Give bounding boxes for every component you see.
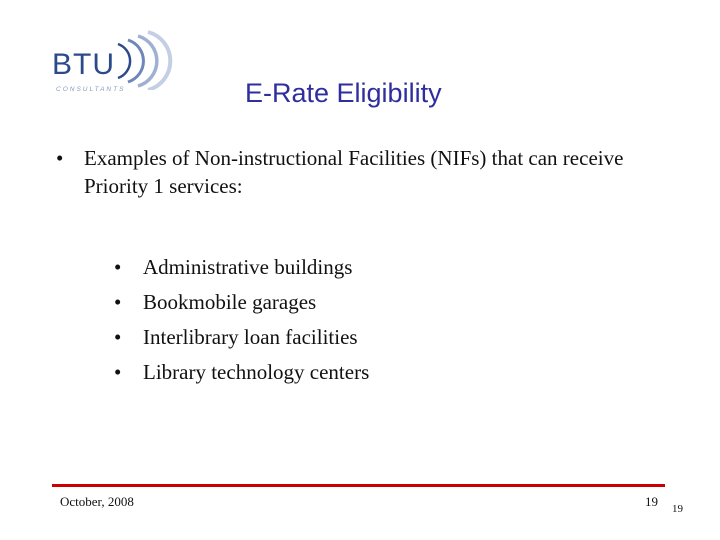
bullet-marker: • [114, 255, 122, 279]
footer-date: October, 2008 [60, 494, 134, 509]
main-bullet-text: Examples of Non-instructional Facilities (NIFs) that can receive Priority 1 services: [84, 146, 624, 198]
footer-divider [52, 484, 665, 487]
bullet-marker: • [114, 360, 122, 384]
bullet-marker: • [114, 290, 122, 314]
list-item [114, 285, 369, 320]
list-item-text: Library technology centers [143, 360, 370, 384]
list-item-text: Interlibrary loan facilities [143, 325, 358, 349]
sound-waves-icon [114, 30, 174, 90]
list-item-text: Administrative buildings [143, 255, 353, 279]
sub-bullet-list [114, 250, 369, 390]
logo-letters: BTU [52, 48, 115, 81]
logo-tagline: CONSULTANTS [56, 86, 126, 93]
list-item-text: Bookmobile garages [143, 290, 317, 314]
bullet-marker: • [56, 146, 64, 170]
btu-logo [52, 30, 172, 100]
slide-title: E-Rate Eligibility [245, 78, 442, 108]
list-item [114, 355, 369, 390]
footer-page-number: 19 [645, 494, 658, 509]
main-bullet [56, 144, 656, 200]
slide-number: 19 [672, 503, 683, 515]
bullet-marker: • [114, 325, 122, 349]
list-item [114, 320, 369, 355]
list-item [114, 250, 369, 285]
